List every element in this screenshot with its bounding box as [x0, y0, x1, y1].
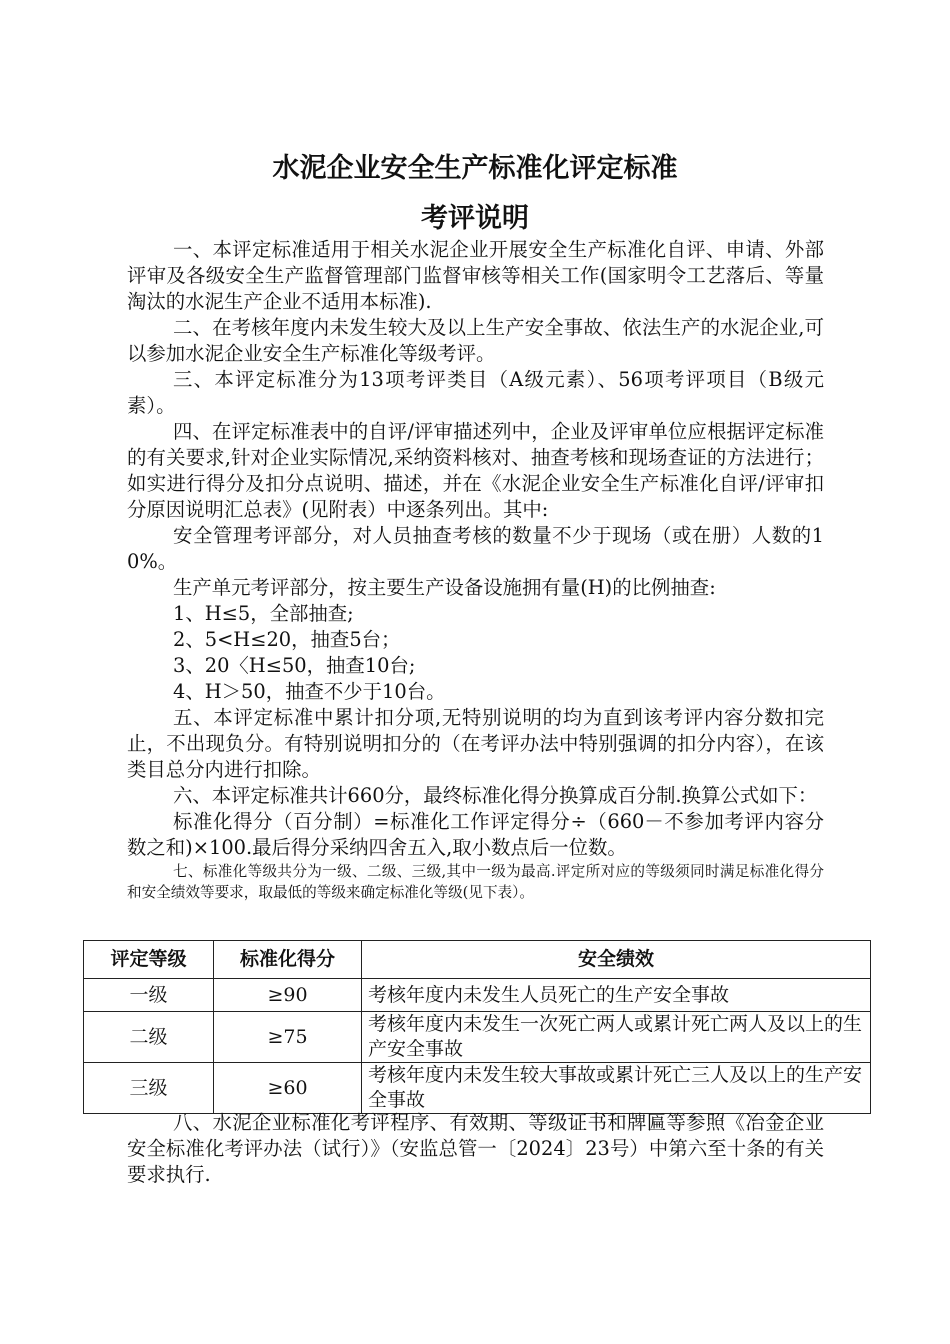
table-header-row: [84, 941, 871, 979]
formula-paragraph: 标准化得分（百分制）=标准化工作评定得分÷（660－不参加考评内容分数之和)×100.最后得分采纳四舍五入,取小数点后一位数。: [127, 810, 824, 859]
table-row: [84, 1063, 871, 1114]
table-row: [84, 1012, 871, 1063]
performance-cell: 考核年度内未发生一次死亡两人或累计死亡两人及以上的生产安全事故: [362, 1012, 871, 1063]
section-subtitle: 考评说明: [421, 203, 529, 234]
score-cell: ≥60: [214, 1063, 362, 1114]
paragraph-8: 八、水泥企业标准化考评程序、有效期、等级证书和牌匾等参照《冶金企业安全标准化考评办法（试行）》（安监总管一〔2024〕23号）中第六至十条的有关要求执行.: [127, 1111, 824, 1186]
performance-cell: 考核年度内未发生较大事故或累计死亡三人及以上的生产安全事故: [362, 1063, 871, 1114]
score-cell: ≥75: [214, 1012, 362, 1063]
paragraph-2: 二、在考核年度内未发生较大及以上生产安全事故、依法生产的水泥企业,可以参加水泥企业安全生产标准化等级考评。: [127, 316, 824, 365]
closing-text: [127, 1110, 824, 1188]
paragraph-safety-sampling: 安全管理考评部分，对人员抽查考核的数量不少于现场（或在册）人数的10%。: [127, 524, 824, 573]
grade-cell: 二级: [84, 1012, 214, 1063]
performance-cell: 考核年度内未发生人员死亡的生产安全事故: [362, 979, 871, 1012]
body-text: [127, 237, 824, 903]
score-cell: ≥90: [214, 979, 362, 1012]
header-score: 标准化得分: [214, 941, 362, 979]
document-title: 水泥企业安全生产标准化评定标准: [272, 153, 678, 184]
paragraph-4: 四、在评定标准表中的自评/评审描述列中，企业及评审单位应根据评定标准的有关要求,针对企业实际情况,采纳资料核对、抽查考核和现场查证的方法进行；如实进行得分及扣分点说明、描述，并在《水泥企业安全生产标准化自评/评审扣分原因说明汇总表》(见附表）中逐条列出。其中:: [127, 420, 824, 521]
header-performance: 安全绩效: [362, 941, 871, 979]
grade-cell: 一级: [84, 979, 214, 1012]
sampling-rule-3: 3、20〈H≤50，抽查10台;: [173, 654, 416, 677]
grade-cell: 三级: [84, 1063, 214, 1114]
table-row: [84, 979, 871, 1012]
paragraph-1: 一、本评定标准适用于相关水泥企业开展安全生产标准化自评、申请、外部评审及各级安全生产监督管理部门监督审核等相关工作(国家明令工艺落后、等量淘汰的水泥生产企业不适用本标准).: [127, 238, 824, 313]
sampling-rule-4: 4、H＞50，抽查不少于10台。: [173, 680, 446, 703]
sampling-rule-2: 2、5<H≤20，抽查5台；: [173, 628, 401, 651]
paragraph-7: 七、标准化等级共分为一级、二级、三级,其中一级为最高.评定所对应的等级须同时满足标准化得分和安全绩效等要求，取最低的等级来确定标准化等级(见下表）。: [127, 863, 824, 901]
paragraph-5: 五、本评定标准中累计扣分项,无特别说明的均为直到该考评内容分数扣完止，不出现负分。有特别说明扣分的（在考评办法中特别强调的扣分内容），在该类目总分内进行扣除。: [127, 706, 824, 781]
grade-table: [83, 940, 871, 1114]
paragraph-3: 三、本评定标准分为13项考评类目（A级元素）、56项考评项目（B级元素）。: [127, 368, 824, 417]
sampling-rule-1: 1、H≤5，全部抽查;: [173, 602, 354, 625]
header-grade: 评定等级: [84, 941, 214, 979]
paragraph-production-sampling: 生产单元考评部分，按主要生产设备设施拥有量(H)的比例抽查:: [173, 576, 716, 599]
paragraph-6: 六、本评定标准共计660分，最终标准化得分换算成百分制.换算公式如下：: [173, 784, 818, 807]
